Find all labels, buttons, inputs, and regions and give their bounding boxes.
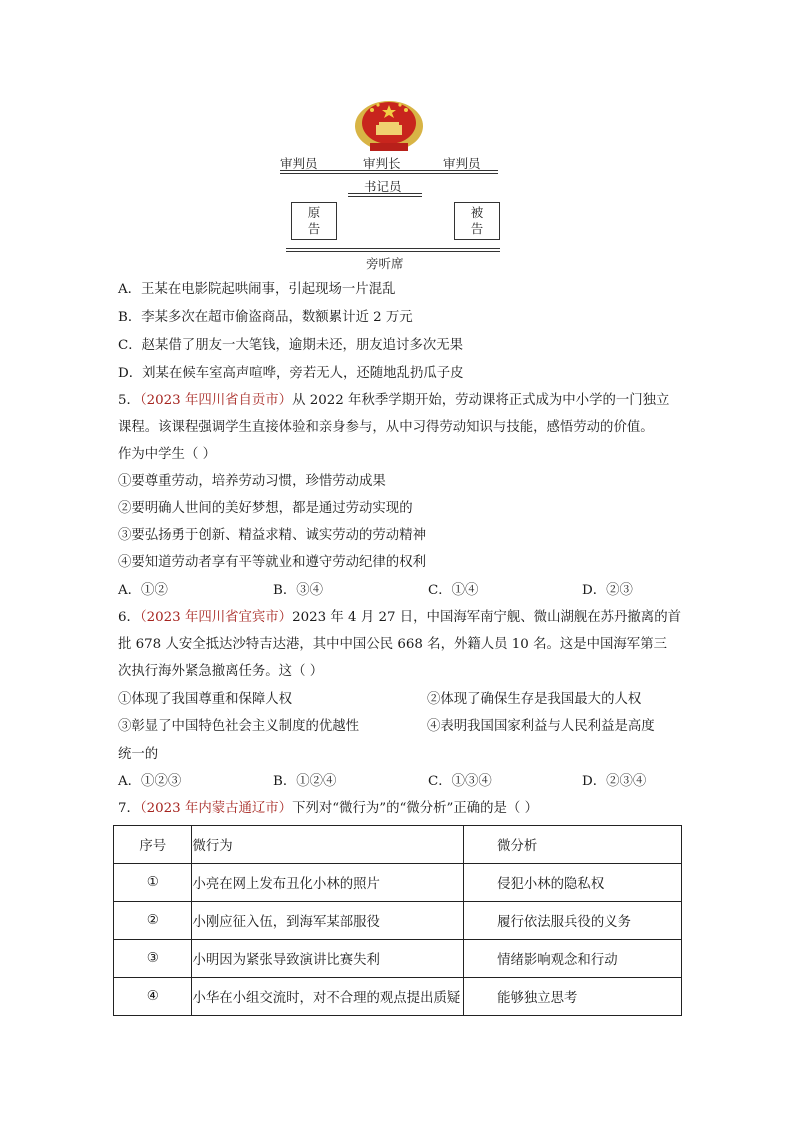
q7-stem: 7．（2023 年内蒙古通辽市）下列对“微行为”的“微分析”正确的是（ ） [118, 801, 538, 816]
q5-source: （2023 年四川省自贡市） [139, 393, 293, 408]
bench-line [280, 170, 498, 174]
judge-left-label: 审判员 [280, 156, 318, 171]
table-header-cell: 微分析 [464, 826, 682, 864]
table-cell: ④ [114, 978, 192, 1016]
table-cell: 小华在小组交流时，对不合理的观点提出质疑 [192, 978, 464, 1016]
q4-option-a: A．王某在电影院起哄闹事，引起现场一片混乱 [118, 282, 396, 297]
q5-choice-b: B．③④ [273, 583, 324, 598]
table-cell: 小亮在网上发布丑化小林的照片 [192, 864, 464, 902]
courtroom-diagram [280, 96, 502, 272]
q6-choice-c: C．①③④ [428, 774, 492, 789]
table-row [114, 902, 682, 940]
q6-item-1: ①体现了我国尊重和保障人权 [118, 692, 293, 707]
q7-source: （2023 年内蒙古通辽市） [139, 801, 293, 816]
table-cell: ③ [114, 940, 192, 978]
q5-item-3: ③要弘扬勇于创新、精益求精、诚实劳动的劳动精神 [118, 528, 426, 543]
table-row [114, 940, 682, 978]
q5-choice-d: D．②③ [582, 583, 633, 598]
table-header-cell: 序号 [114, 826, 192, 864]
q5-number: 5． [118, 393, 140, 408]
q5-stem-line-2: 课程。该课程强调学生直接体验和亲身参与，从中习得劳动知识与技能，感悟劳动的价值。 [118, 420, 654, 435]
table-cell: ② [114, 902, 192, 940]
table-header-cell: 微行为 [192, 826, 464, 864]
table-cell: 情绪影响观念和行动 [464, 940, 682, 978]
q4-option-c: C．赵某借了朋友一大笔钱，逾期未还，朋友追讨多次无果 [118, 338, 464, 353]
table-header-row [114, 826, 682, 864]
q6-choice-a: A．①②③ [118, 774, 182, 789]
q6-item-2: ②体现了确保生存是我国最大的人权 [427, 692, 642, 707]
table-cell: 侵犯小林的隐私权 [464, 864, 682, 902]
defendant-box: 被 告 [454, 202, 500, 240]
gallery-line [286, 248, 500, 252]
q5-stem-line-1: 5．（2023 年四川省自贡市）从 2022 年秋季学期开始，劳动课将正式成为中小学的一门独立 [118, 393, 670, 408]
judge-right-label: 审判员 [443, 156, 481, 171]
clerk-line [348, 193, 422, 197]
q5-choice-a: A．①② [118, 583, 168, 598]
q5-choice-c: C．①④ [428, 583, 479, 598]
q6-stem-line-3: 次执行海外紧急撤离任务。这（ ） [118, 664, 324, 679]
q5-item-2: ②要明确人世间的美好梦想，都是通过劳动实现的 [118, 501, 413, 516]
q4-option-d: D．刘某在候车室高声喧哗，旁若无人，还随地乱扔瓜子皮 [118, 366, 464, 381]
table-row [114, 978, 682, 1016]
q6-item-3: ③彰显了中国特色社会主义制度的优越性 [118, 719, 360, 734]
q4-option-b: B．李某多次在超市偷盗商品，数额累计近 2 万元 [118, 310, 413, 325]
gallery-label: 旁听席 [366, 256, 404, 271]
table-cell: 小刚应征入伍，到海军某部服役 [192, 902, 464, 940]
clerk-label: 书记员 [364, 179, 402, 194]
q6-stem-line-2: 批 678 人安全抵达沙特吉达港，其中中国公民 668 名，外籍人员 10 名。这是中国海军第三 [118, 637, 667, 652]
table-cell: 能够独立思考 [464, 978, 682, 1016]
q6-choice-b: B．①②④ [273, 774, 337, 789]
q6-item-4-cont: 统一的 [118, 747, 159, 762]
national-emblem-icon [352, 96, 426, 154]
table-cell: 小明因为紧张导致演讲比赛失利 [192, 940, 464, 978]
micro-behavior-table [113, 825, 682, 1016]
table-cell: 履行依法服兵役的义务 [464, 902, 682, 940]
q6-stem-line-1: 6．（2023 年四川省宜宾市）2023 年 4 月 27 日，中国海军南宁舰、微山湖舰在苏丹撤离的首 [118, 610, 681, 625]
q6-choice-d: D．②③④ [582, 774, 647, 789]
q5-item-4: ④要知道劳动者享有平等就业和遵守劳动纪律的权利 [118, 555, 426, 570]
plaintiff-box: 原 告 [291, 202, 337, 240]
table-row [114, 864, 682, 902]
presiding-judge-label: 审判长 [363, 156, 401, 171]
q6-item-4: ④表明我国国家利益与人民利益是高度 [427, 719, 655, 734]
table-cell: ① [114, 864, 192, 902]
q5-item-1: ①要尊重劳动，培养劳动习惯，珍惜劳动成果 [118, 474, 386, 489]
q6-number: 6． [118, 610, 140, 625]
q5-stem-line-3: 作为中学生（ ） [118, 447, 216, 462]
q7-number: 7． [118, 801, 140, 816]
q6-source: （2023 年四川省宜宾市） [139, 610, 293, 625]
